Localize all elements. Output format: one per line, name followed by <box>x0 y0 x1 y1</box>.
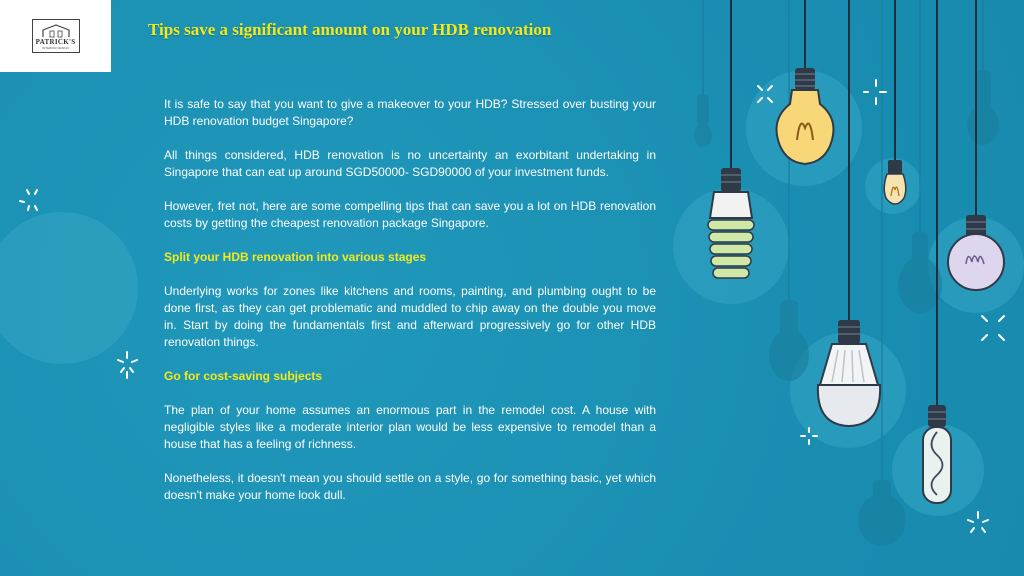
slide-title: Tips save a significant amount on your HDB renovation <box>148 20 552 39</box>
paragraph-plan: The plan of your home assumes an enormous part in the remodel cost. A house with negligible styles like a moderate interior plan would be less expensive to remodel than a house that has a feeling of richness. <box>164 403 656 451</box>
logo-subtext: INTERIOR DESIGN <box>42 46 69 50</box>
paragraph-stages: Underlying works for zones like kitchens and rooms, painting, and plumbing ought to be done first, as they can get problematic and muddled to chip away on the double you move in. Start by doing the fundamentals first and afterward progressively go for other HDB renovation things. <box>164 284 656 349</box>
paragraph-tips: However, fret not, here are some compelling tips that can save you a lot on HDB renovation costs by getting the cheapest renovation package Singapore. <box>164 199 656 230</box>
sparkle-icon <box>968 512 988 532</box>
paragraph-style: Nonetheless, it doesn't mean you should settle on a style, go for something basic, yet which doesn't make your home look dull. <box>164 471 656 502</box>
company-logo[interactable] <box>0 0 111 72</box>
section-heading-stages: Split your HDB renovation into various stages <box>164 250 427 264</box>
sparkle-icon <box>20 190 37 210</box>
house-icon <box>41 24 71 38</box>
section-heading-cost-saving: Go for cost-saving subjects <box>164 369 323 383</box>
logo-name: PATRICK'S <box>35 38 76 46</box>
light-bulb-icon <box>708 168 754 278</box>
light-bulb-icon <box>923 405 951 503</box>
logo-frame <box>32 19 80 53</box>
content-body <box>164 96 656 521</box>
sparkle-icon <box>118 352 137 378</box>
paragraph-intro: It is safe to say that you want to give a makeover to your HDB? Stressed over busting your HDB renovation budget Singapore? <box>164 97 656 128</box>
paragraph-cost: All things considered, HDB renovation is no uncertainty an exorbitant undertaking in Singapore that can eat up around SGD50000- SGD90000 of your investment funds. <box>164 148 656 179</box>
background-circle <box>0 212 138 364</box>
sparkle-icon <box>982 316 1004 340</box>
